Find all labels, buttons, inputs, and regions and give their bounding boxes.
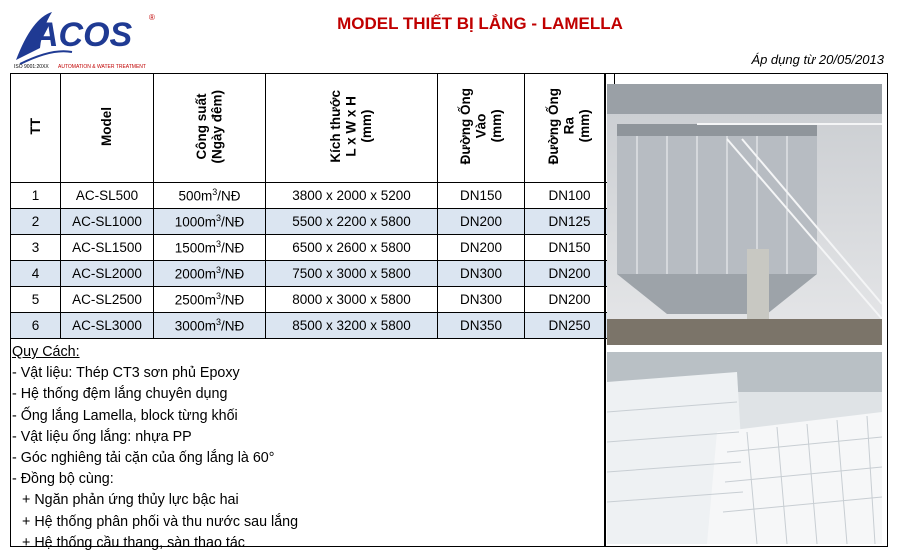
note-subitem: + Ngăn phản ứng thủy lực bậc hai	[22, 492, 239, 509]
cell-tt: 1	[11, 183, 61, 209]
logo-iso: ISO 9001:20XX	[14, 64, 49, 70]
cell-size: 7500 x 3000 x 5800	[266, 261, 438, 287]
header-size: Kích thước L x W x H (mm)	[266, 74, 438, 183]
table-row	[11, 261, 615, 287]
company-logo	[12, 8, 162, 70]
note-item: - Vật liệu: Thép CT3 sơn phủ Epoxy	[12, 365, 240, 382]
column-separator	[604, 73, 606, 547]
table-row	[11, 235, 615, 261]
cell-model: AC-SL3000	[61, 313, 154, 339]
cell-outlet: DN200	[525, 261, 615, 287]
note-item: - Vật liệu ống lắng: nhựa PP	[12, 428, 192, 445]
cell-capacity: $500m^3/NĐ$	[154, 183, 266, 209]
cell-capacity: $1000m^3/NĐ$	[154, 209, 266, 235]
table-row	[11, 209, 615, 235]
spec-table	[10, 73, 615, 339]
cell-inlet: DN150	[438, 183, 525, 209]
header-model: Model	[61, 74, 154, 183]
note-item: - Ống lắng Lamella, block từng khối	[12, 407, 238, 424]
cell-model: AC-SL500	[61, 183, 154, 209]
cell-model: AC-SL2000	[61, 261, 154, 287]
cell-inlet: DN200	[438, 235, 525, 261]
header-inlet: Đường Ống Vào (mm)	[438, 74, 525, 183]
header-capacity: Công suất (Ngày đêm)	[154, 74, 266, 183]
note-subitem: + Hệ thống cầu thang, sàn thao tác	[22, 534, 245, 551]
note-item: - Hệ thống đệm lắng chuyên dụng	[12, 386, 228, 403]
lamella-tank-photo	[607, 84, 882, 345]
table-row	[11, 313, 615, 339]
page-title: MODEL THIẾT BỊ LẮNG - LAMELLA	[337, 14, 623, 33]
svg-text:®: ®	[149, 13, 155, 22]
cell-size: 8000 x 3000 x 5800	[266, 287, 438, 313]
cell-outlet: DN150	[525, 235, 615, 261]
notes-heading: Quy Cách:	[12, 344, 80, 360]
cell-size: 8500 x 3200 x 5800	[266, 313, 438, 339]
cell-model: AC-SL1500	[61, 235, 154, 261]
header-tt: TT	[11, 74, 61, 183]
header-outlet: Đường Ống Ra (mm)	[525, 74, 615, 183]
cell-size: 6500 x 2600 x 5800	[266, 235, 438, 261]
cell-outlet: DN100	[525, 183, 615, 209]
cell-inlet: DN350	[438, 313, 525, 339]
cell-tt: 6	[11, 313, 61, 339]
cell-tt: 2	[11, 209, 61, 235]
cell-outlet: DN125	[525, 209, 615, 235]
cell-capacity: $2500m^3/NĐ$	[154, 287, 266, 313]
logo-tagline: AUTOMATION & WATER TREATMENT	[58, 64, 146, 70]
applied-date: Áp dụng từ 20/05/2013	[751, 52, 884, 67]
note-item: - Đồng bộ cùng:	[12, 471, 114, 488]
cell-tt: 5	[11, 287, 61, 313]
logo-brand: ACOS	[34, 16, 133, 54]
cell-capacity: $1500m^3/NĐ$	[154, 235, 266, 261]
cell-model: AC-SL1000	[61, 209, 154, 235]
cell-size: 5500 x 2200 x 5800	[266, 209, 438, 235]
table-row	[11, 183, 615, 209]
note-subitem: + Hệ thống phân phối và thu nước sau lắng	[22, 513, 299, 530]
cell-tt: 4	[11, 261, 61, 287]
cell-capacity: $2000m^3/NĐ$	[154, 261, 266, 287]
cell-outlet: DN200	[525, 287, 615, 313]
cell-outlet: DN250	[525, 313, 615, 339]
cell-inlet: DN200	[438, 209, 525, 235]
cell-size: 3800 x 2000 x 5200	[266, 183, 438, 209]
cell-tt: 3	[11, 235, 61, 261]
cell-inlet: DN300	[438, 287, 525, 313]
cell-inlet: DN300	[438, 261, 525, 287]
note-item: - Góc nghiêng tải cặn của ống lắng là 60°	[12, 450, 275, 467]
lamella-tubes-photo	[607, 352, 882, 544]
table-row	[11, 287, 615, 313]
cell-capacity: $3000m^3/NĐ$	[154, 313, 266, 339]
specifications-notes	[12, 342, 298, 554]
cell-model: AC-SL2500	[61, 287, 154, 313]
